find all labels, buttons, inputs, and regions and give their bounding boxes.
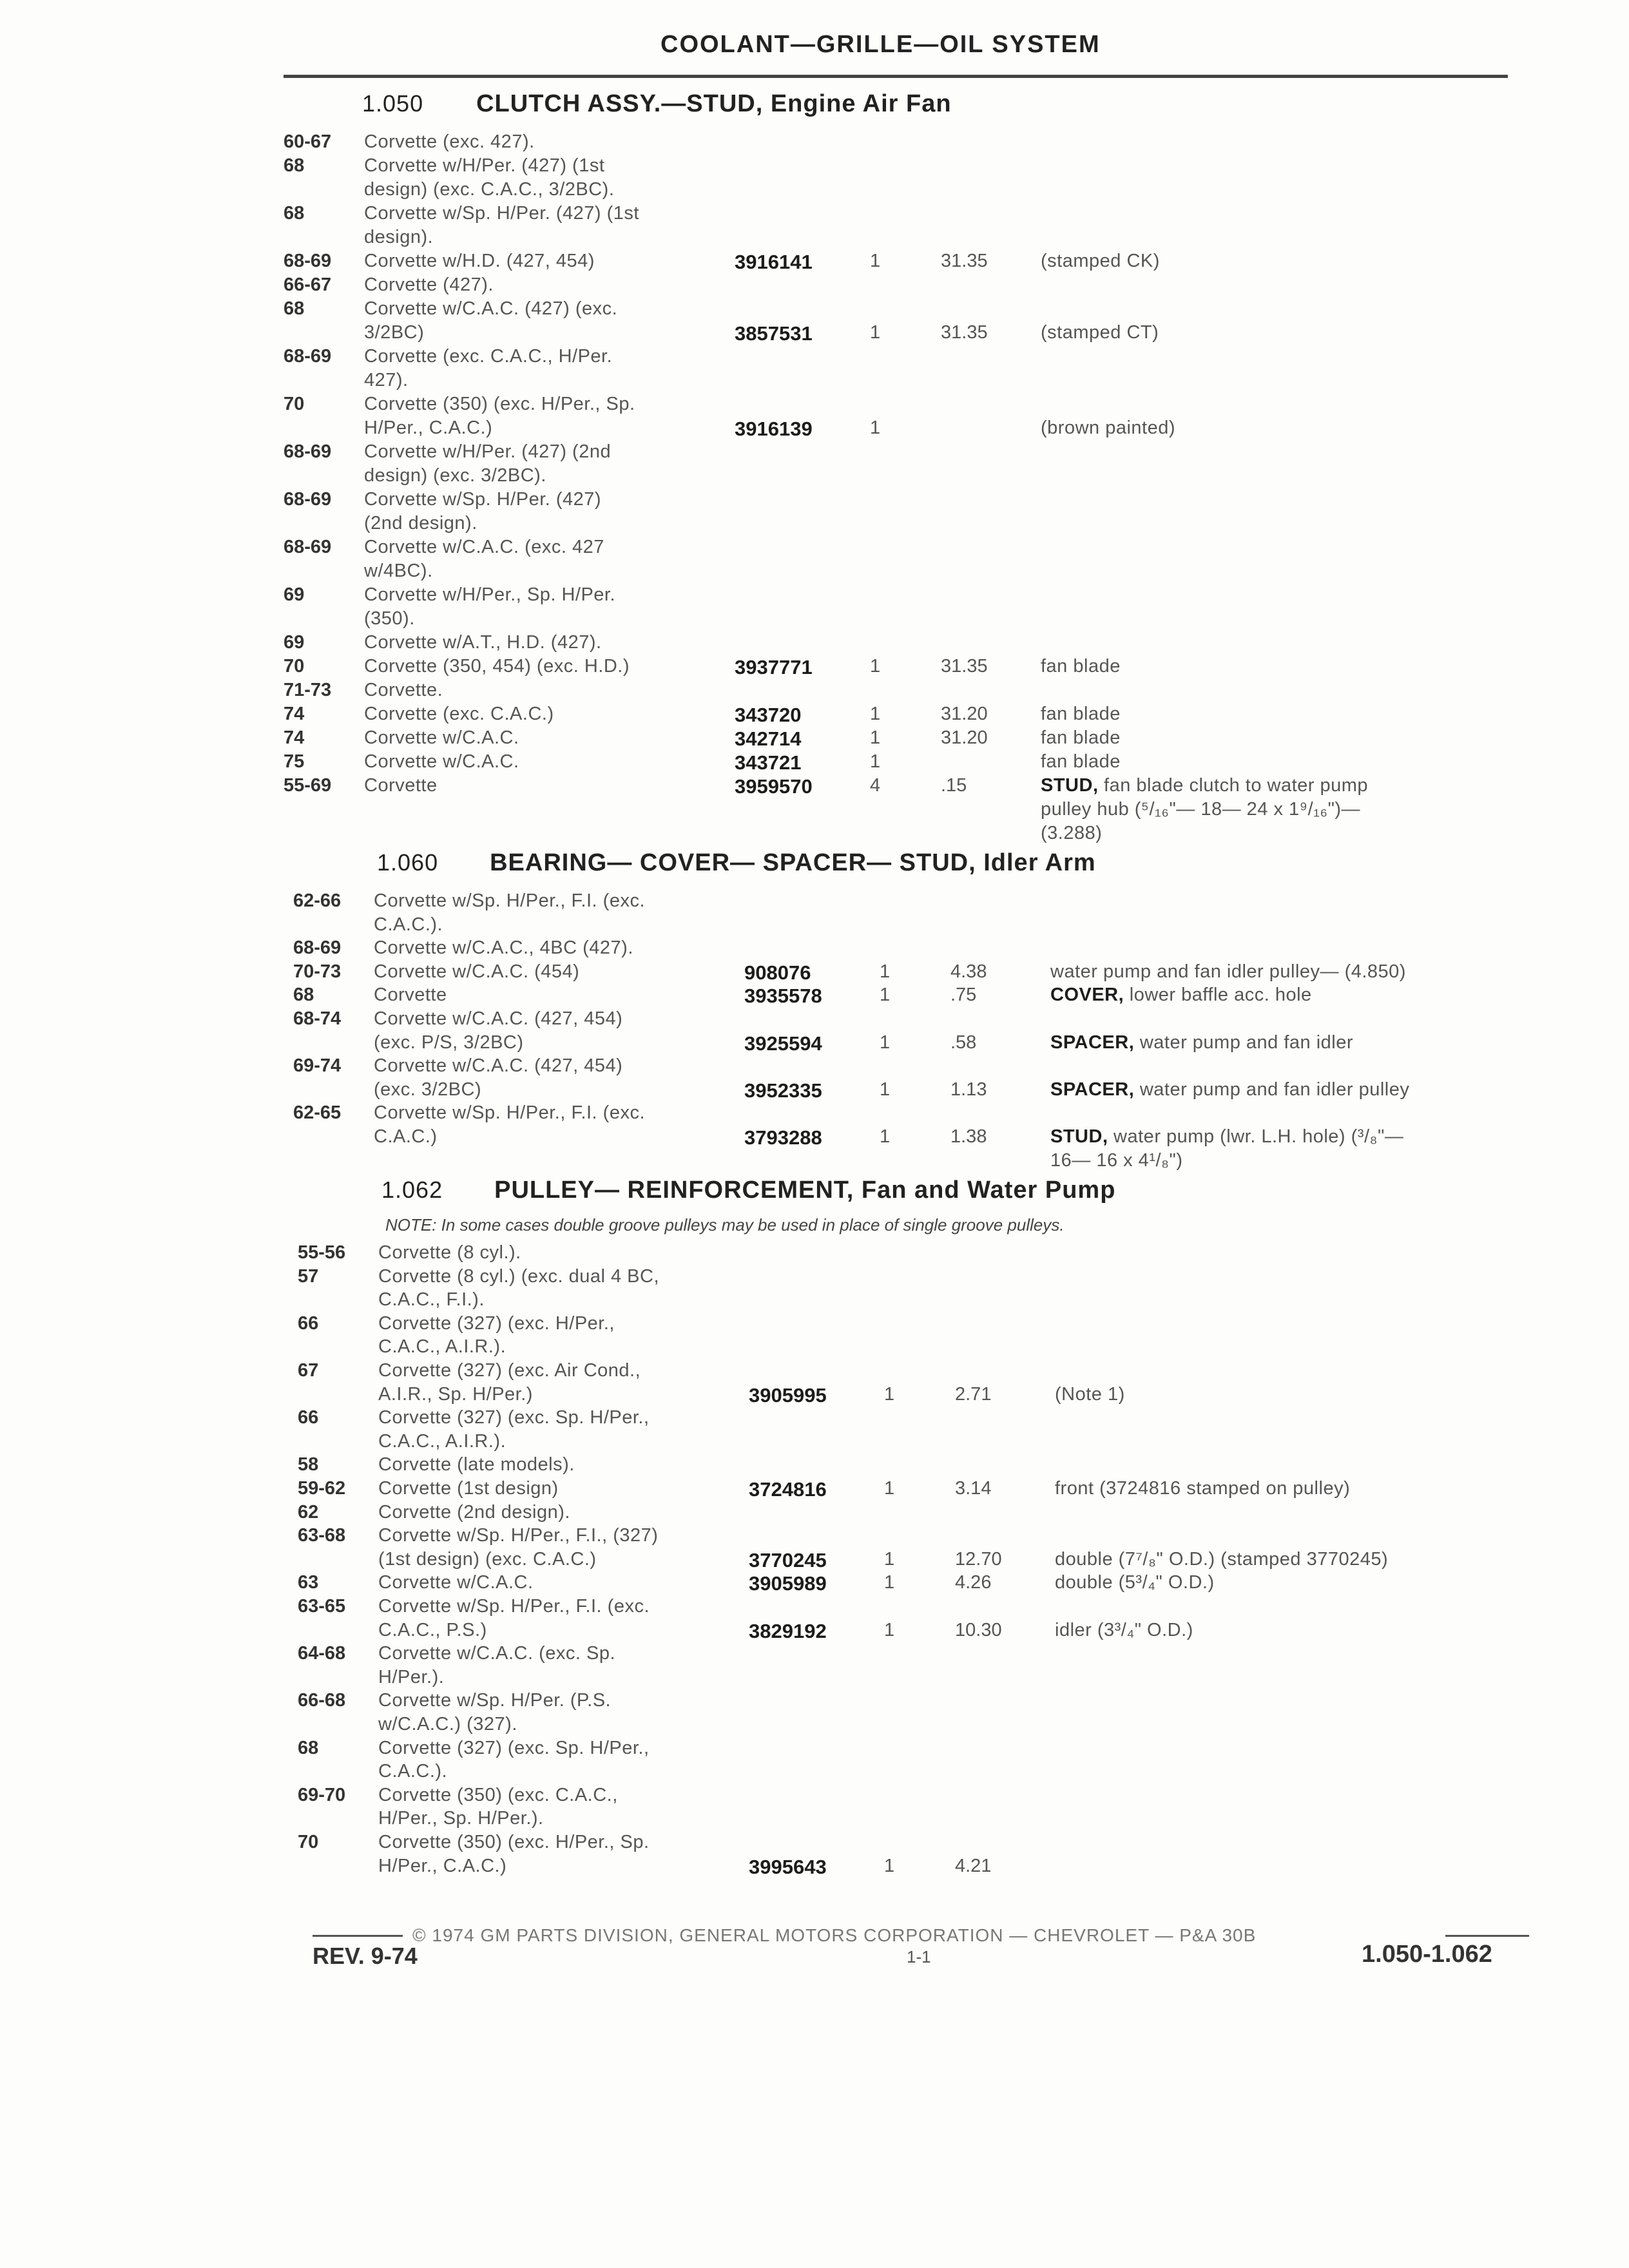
part-number: 3935578 [744, 985, 822, 1007]
price: 31.35 [941, 322, 988, 343]
model-years: 63-68 [298, 1525, 346, 1546]
section-note: NOTE: In some cases double groove pulleys may be used in place of single groove pulleys. [385, 1215, 1065, 1235]
application: Corvette (350) (exc. H/Per., Sp. [378, 1832, 650, 1852]
description [1041, 799, 1360, 820]
page-number: 1-1 [907, 1947, 931, 1966]
description [1041, 656, 1121, 677]
section-title-1060 [377, 849, 1096, 877]
part-number: 3925594 [744, 1032, 822, 1055]
part-number: 343721 [735, 751, 802, 774]
application: Corvette w/C.A.C. (exc. Sp. [378, 1643, 616, 1664]
model-years: 68-69 [284, 537, 332, 557]
description [1050, 961, 1406, 983]
application: Corvette (327) (exc. Sp. H/Per., [378, 1738, 650, 1758]
price: 4.26 [955, 1572, 992, 1593]
application: w/4BC). [364, 561, 433, 581]
quantity: 1 [880, 1079, 891, 1100]
model-years: 55-56 [298, 1242, 346, 1263]
description-text: water pump (lwr. L.H. hole) (³/₈"— [1108, 1126, 1404, 1147]
model-years: 68 [284, 298, 305, 319]
price: 12.70 [955, 1549, 1002, 1570]
part-number: 3952335 [744, 1079, 822, 1102]
model-years: 74 [284, 704, 305, 724]
application: design) (exc. 3/2BC). [364, 465, 546, 486]
application: Corvette (350, 454) (exc. H.D.) [364, 656, 630, 677]
page-title: COOLANT—GRILLE—OIL SYSTEM [660, 31, 1101, 58]
application: Corvette w/C.A.C. (exc. 427 [364, 537, 604, 557]
description-text: fan blade [1041, 656, 1121, 677]
application: w/C.A.C.) (327). [378, 1714, 517, 1735]
description [1050, 1126, 1403, 1148]
quantity: 1 [880, 1032, 891, 1053]
application: (2nd design). [364, 513, 477, 533]
model-years: 68 [284, 155, 305, 176]
price: 31.20 [941, 704, 988, 724]
application: Corvette (350) (exc. H/Per., Sp. [364, 394, 635, 414]
application: Corvette w/H/Per. (427) (2nd [364, 441, 612, 462]
quantity: 1 [870, 322, 881, 343]
quantity: 4 [870, 775, 881, 796]
page-range: 1.050-1.062 [1362, 1941, 1492, 1968]
description-text: fan blade clutch to water pump [1098, 775, 1369, 796]
application: C.A.C.). [378, 1761, 448, 1782]
application: H/Per., C.A.C.) [364, 418, 493, 438]
part-number: 343720 [735, 704, 802, 726]
application: Corvette w/C.A.C. (427, 454) [374, 1055, 623, 1076]
description-text: water pump and fan idler pulley— (4.850) [1050, 961, 1406, 982]
model-years: 64-68 [298, 1643, 346, 1664]
model-years: 62 [298, 1502, 319, 1523]
part-number: 3916139 [735, 418, 813, 440]
description [1055, 1572, 1215, 1593]
application: Corvette (1st design) [378, 1478, 559, 1499]
price: 31.35 [941, 251, 988, 271]
part-number: 908076 [744, 961, 811, 984]
part-number: 3959570 [735, 775, 813, 798]
model-years: 62-66 [293, 890, 342, 911]
section-title-1062 [381, 1177, 1115, 1204]
part-number: 3857531 [735, 322, 813, 345]
section-number: 1.060 [377, 849, 439, 876]
section-title-1050 [362, 90, 952, 118]
model-years: 69-74 [293, 1055, 342, 1076]
application: Corvette (350) (exc. C.A.C., [378, 1785, 618, 1805]
section-name: PULLEY— REINFORCEMENT, Fan and Water Pump [494, 1177, 1116, 1204]
description-text: idler (3³/₄" O.D.) [1055, 1620, 1193, 1640]
description [1041, 751, 1121, 773]
model-years: 68-69 [293, 937, 342, 958]
description [1041, 704, 1121, 725]
description [1041, 251, 1160, 272]
application: Corvette w/Sp. H/Per., F.I. (exc. [374, 890, 646, 911]
application: Corvette w/A.T., H.D. (427). [364, 632, 602, 653]
application: Corvette [364, 775, 438, 796]
description [1055, 1549, 1388, 1570]
description [1055, 1478, 1350, 1499]
description [1041, 322, 1159, 343]
model-years: 55-69 [284, 775, 332, 796]
model-years: 68-74 [293, 1008, 342, 1029]
model-years: 62-65 [293, 1102, 342, 1123]
application: Corvette w/C.A.C. (427, 454) [374, 1008, 623, 1029]
price: 1.13 [950, 1079, 987, 1100]
description-text: double (7⁷/₈" O.D.) (stamped 3770245) [1055, 1549, 1389, 1570]
model-years: 63 [298, 1572, 319, 1593]
description-text: (Note 1) [1055, 1384, 1125, 1405]
application: Corvette (exc. C.A.C., H/Per. [364, 346, 613, 367]
price: 1.38 [950, 1126, 987, 1147]
application: Corvette w/Sp. H/Per., F.I. (exc. [378, 1596, 650, 1617]
application: Corvette (427). [364, 274, 494, 295]
application: Corvette w/Sp. H/Per. (P.S. [378, 1690, 612, 1711]
application: C.A.C., A.I.R.). [378, 1431, 506, 1452]
description-keyword: STUD, [1050, 1126, 1108, 1147]
application: A.I.R., Sp. H/Per.) [378, 1384, 533, 1405]
model-years: 60-67 [284, 131, 332, 152]
application: (1st design) (exc. C.A.C.) [378, 1549, 597, 1570]
footer-rule-right [1445, 1935, 1529, 1937]
model-years: 69 [284, 584, 305, 605]
description [1041, 823, 1102, 844]
model-years: 68 [293, 985, 314, 1005]
part-number: 3995643 [749, 1856, 827, 1878]
part-number: 3793288 [744, 1126, 822, 1149]
model-years: 66 [298, 1313, 319, 1334]
application: Corvette (8 cyl.). [378, 1242, 521, 1263]
application: Corvette w/C.A.C. (454) [374, 961, 580, 982]
description-text: (stamped CK) [1041, 251, 1160, 271]
application: (exc. 3/2BC) [374, 1079, 482, 1100]
application: H/Per., Sp. H/Per.). [378, 1808, 544, 1829]
application: design) (exc. C.A.C., 3/2BC). [364, 179, 615, 200]
description [1050, 1079, 1409, 1100]
part-number: 3916141 [735, 251, 813, 273]
model-years: 70 [298, 1832, 319, 1852]
application: Corvette w/C.A.C. [364, 751, 519, 772]
description [1050, 985, 1312, 1006]
model-years: 63-65 [298, 1596, 346, 1617]
application: 3/2BC) [364, 322, 425, 343]
application: 427). [364, 370, 409, 390]
price: .58 [950, 1032, 977, 1053]
description [1041, 418, 1175, 439]
quantity: 1 [884, 1856, 895, 1876]
description [1055, 1620, 1193, 1641]
description-text: fan blade [1041, 704, 1121, 724]
description [1041, 727, 1121, 749]
application: Corvette w/C.A.C., 4BC (427). [374, 937, 633, 958]
price: 4.21 [955, 1856, 992, 1876]
price: 4.38 [950, 961, 987, 982]
part-number: 3937771 [735, 656, 813, 678]
application: Corvette w/C.A.C. (427) (exc. [364, 298, 618, 319]
quantity: 1 [884, 1384, 895, 1405]
application: Corvette w/C.A.C. [378, 1572, 534, 1593]
description-text: front (3724816 stamped on pulley) [1055, 1478, 1351, 1499]
description-keyword: STUD, [1041, 775, 1099, 796]
section-name: BEARING— COVER— SPACER— STUD, Idler Arm [490, 849, 1096, 876]
quantity: 1 [870, 727, 881, 748]
model-years: 70-73 [293, 961, 342, 982]
application: Corvette w/H/Per., Sp. H/Per. [364, 584, 616, 605]
application: Corvette [374, 985, 447, 1005]
model-years: 67 [298, 1360, 319, 1381]
model-years: 59-62 [298, 1478, 346, 1499]
part-number: 342714 [735, 727, 802, 750]
description [1050, 1032, 1353, 1053]
model-years: 74 [284, 727, 305, 748]
application: design). [364, 227, 434, 247]
application: Corvette w/Sp. H/Per. (427) [364, 489, 602, 510]
application: Corvette (327) (exc. Air Cond., [378, 1360, 641, 1381]
model-years: 57 [298, 1266, 319, 1287]
application: (350). [364, 608, 415, 629]
application: Corvette w/Sp. H/Per., F.I. (exc. [374, 1102, 646, 1123]
description [1050, 1150, 1183, 1171]
header-rule [284, 75, 1508, 78]
quantity: 1 [880, 1126, 891, 1147]
model-years: 70 [284, 394, 305, 414]
price: 2.71 [955, 1384, 992, 1405]
application: Corvette w/C.A.C. [364, 727, 519, 748]
quantity: 1 [880, 985, 891, 1005]
application: Corvette (8 cyl.) (exc. dual 4 BC, [378, 1266, 660, 1287]
application: C.A.C., P.S.) [378, 1620, 487, 1640]
model-years: 58 [298, 1454, 319, 1475]
application: H/Per., C.A.C.) [378, 1856, 507, 1876]
description [1055, 1384, 1125, 1405]
section-number: 1.050 [362, 90, 424, 117]
footer-rule-left [313, 1935, 403, 1937]
application: C.A.C.). [374, 914, 443, 935]
price: 10.30 [955, 1620, 1002, 1640]
model-years: 69-70 [298, 1785, 346, 1805]
model-years: 66-67 [284, 274, 332, 295]
model-years: 75 [284, 751, 305, 772]
price: 31.35 [941, 656, 988, 677]
description-text: water pump and fan idler [1134, 1032, 1354, 1053]
description-text: fan blade [1041, 727, 1121, 748]
application: Corvette w/Sp. H/Per. (427) (1st [364, 203, 639, 224]
application: Corvette (exc. 427). [364, 131, 535, 152]
part-number: 3905989 [749, 1572, 827, 1595]
description [1041, 775, 1368, 796]
application: Corvette (327) (exc. H/Per., [378, 1313, 615, 1334]
model-years: 66 [298, 1407, 319, 1428]
application: Corvette. [364, 680, 443, 700]
price: 31.20 [941, 727, 988, 748]
description-text: 16— 16 x 4¹/₈") [1050, 1150, 1183, 1171]
quantity: 1 [884, 1572, 895, 1593]
model-years: 66-68 [298, 1690, 346, 1711]
description-keyword: COVER, [1050, 985, 1124, 1005]
price: .75 [950, 985, 977, 1005]
quantity: 1 [884, 1478, 895, 1499]
description-keyword: SPACER, [1050, 1032, 1135, 1053]
model-years: 69 [284, 632, 305, 653]
application: Corvette (327) (exc. Sp. H/Per., [378, 1407, 650, 1428]
application: C.A.C.) [374, 1126, 438, 1147]
description-text: lower baffle acc. hole [1124, 985, 1312, 1005]
price: 3.14 [955, 1478, 992, 1499]
application: Corvette w/H.D. (427, 454) [364, 251, 595, 271]
part-number: 3829192 [749, 1620, 827, 1642]
application: Corvette (late models). [378, 1454, 575, 1475]
part-number: 3724816 [749, 1478, 827, 1501]
quantity: 1 [870, 656, 881, 677]
model-years: 68 [284, 203, 305, 224]
description-text: (brown painted) [1041, 418, 1175, 438]
quantity: 1 [884, 1620, 895, 1640]
part-number: 3905995 [749, 1384, 827, 1407]
model-years: 71-73 [284, 680, 332, 700]
quantity: 1 [870, 704, 881, 724]
description-text: water pump and fan idler pulley [1134, 1079, 1410, 1100]
quantity: 1 [880, 961, 891, 982]
section-number: 1.062 [381, 1177, 443, 1203]
quantity: 1 [884, 1549, 895, 1570]
application: (exc. P/S, 3/2BC) [374, 1032, 524, 1053]
application: Corvette w/Sp. H/Per., F.I., (327) [378, 1525, 659, 1546]
description-keyword: SPACER, [1050, 1079, 1135, 1100]
application: C.A.C., F.I.). [378, 1289, 485, 1310]
application: Corvette w/H/Per. (427) (1st [364, 155, 605, 176]
description-text: (stamped CT) [1041, 322, 1159, 343]
revision-label: REV. 9-74 [313, 1943, 418, 1969]
model-years: 68 [298, 1738, 319, 1758]
footer-copyright: © 1974 GM PARTS DIVISION, GENERAL MOTORS CORPORATION — CHEVROLET — P&A 30B [412, 1925, 1257, 1945]
quantity: 1 [870, 418, 881, 438]
quantity: 1 [870, 751, 881, 772]
model-years: 68-69 [284, 346, 332, 367]
description-text: fan blade [1041, 751, 1121, 772]
price: .15 [941, 775, 967, 796]
section-name: CLUTCH ASSY.—STUD, Engine Air Fan [476, 90, 952, 117]
model-years: 68-69 [284, 251, 332, 271]
application: Corvette (exc. C.A.C.) [364, 704, 554, 724]
model-years: 68-69 [284, 489, 332, 510]
application: C.A.C., A.I.R.). [378, 1336, 506, 1357]
description-text: double (5³/₄" O.D.) [1055, 1572, 1215, 1593]
description-text: (3.288) [1041, 823, 1103, 843]
model-years: 68-69 [284, 441, 332, 462]
quantity: 1 [870, 251, 881, 271]
application: H/Per.). [378, 1667, 445, 1687]
part-number: 3770245 [749, 1549, 827, 1571]
model-years: 70 [284, 656, 305, 677]
description-text: pulley hub (⁵/₁₆"— 18— 24 x 1⁹/₁₆")— [1041, 799, 1361, 820]
application: Corvette (2nd design). [378, 1502, 570, 1523]
